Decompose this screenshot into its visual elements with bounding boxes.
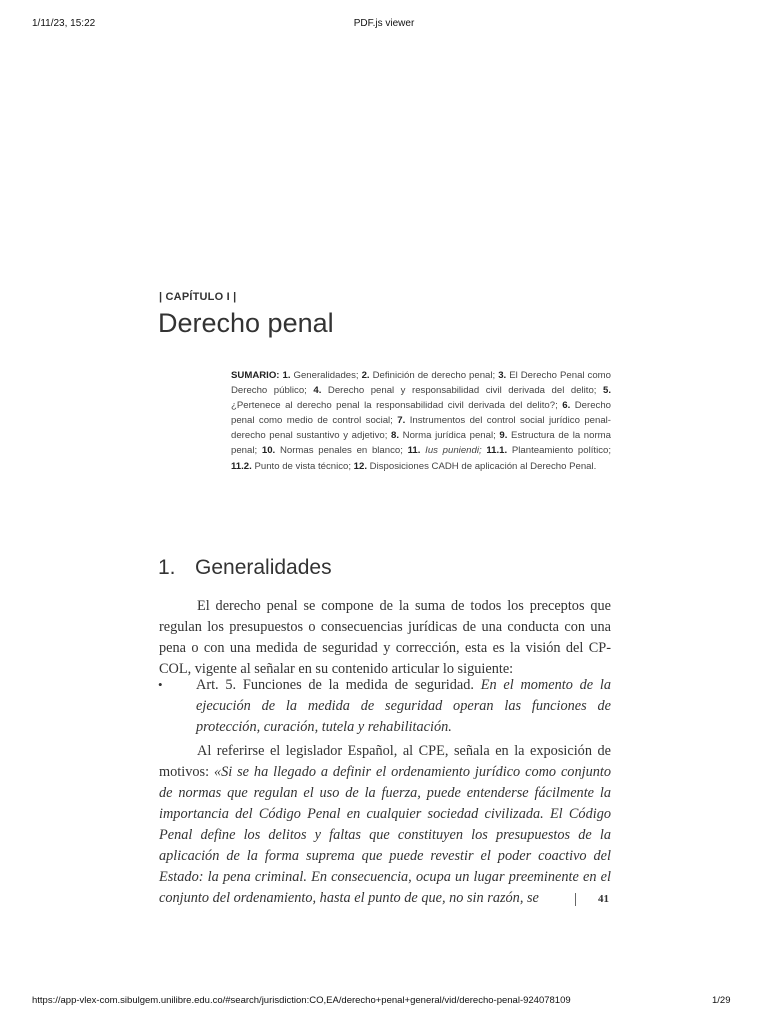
sumario-item-number: 11.2. xyxy=(231,460,252,472)
print-url: https://app-vlex-com.sibulgem.unilibre.edu.co/#search/jurisdiction:CO,EA/derecho+penal+general/vid/derecho-penal-924078109 xyxy=(32,995,571,1006)
sumario-item-text: Derecho penal y responsabilidad civil derivada del delito; xyxy=(321,385,603,397)
print-datetime: 1/11/23, 15:22 xyxy=(32,18,96,29)
sumario-item-text: Norma jurídica penal; xyxy=(399,430,500,442)
paragraph-2-lead: Al referirse el legislador Español, al CPE, señala en la exposición de motivos: xyxy=(159,743,611,780)
sumario-item-text: Ius puniendi; xyxy=(420,445,487,457)
sumario-item-text: Punto de vista técnico; xyxy=(251,460,354,472)
bullet-item xyxy=(196,675,611,738)
sumario-item-text: ¿Pertenece al derecho penal la responsabilidad civil derivada del delito?; xyxy=(231,400,563,412)
bullet-marker: • xyxy=(158,677,163,692)
sumario-item-text: Disposiciones CADH de aplicación al Derecho Penal. xyxy=(367,460,597,472)
sumario-item-number: 5. xyxy=(602,385,611,397)
sumario-items xyxy=(231,370,611,472)
sumario xyxy=(231,368,611,474)
sumario-item-text: El Derecho Penal como Derecho público; xyxy=(231,370,611,397)
section-number: 1. xyxy=(158,556,176,579)
sumario-item-text: Planteamiento político; xyxy=(507,445,611,457)
sumario-item-number: 6. xyxy=(562,400,571,412)
bullet-italic: En el momento de la ejecución de la medida de seguridad operan las funciones de protección, curación, tutela y rehabilitación. xyxy=(196,677,611,735)
sumario-item-number: 7. xyxy=(397,415,406,427)
bullet-lead: Art. 5. Funciones de la medida de seguridad. xyxy=(196,677,481,693)
sumario-item-number: 11.1. xyxy=(486,445,508,457)
sumario-item-number: 11. xyxy=(407,445,421,457)
paragraph-2-quote: «Si se ha llegado a definir el ordenamiento jurídico como conjunto de normas que regulan el uso de la fuerza, puede entenderse fácilmente la importancia del Código Penal en cualquier sociedad civilizada. El Código Penal define los delitos y faltas que constituyen los presupuestos de la aplicación de la forma suprema que puede revestir el poder coactivo del Estado: la pena criminal. En consecuencia, ocupa un lugar preeminente en el conjunto del ordenamiento, hasta el punto de que, no sin razón, se xyxy=(159,764,611,906)
print-page-count: 1/29 xyxy=(712,995,731,1006)
print-title: PDF.js viewer xyxy=(353,18,415,29)
paragraph-2 xyxy=(159,741,611,909)
sumario-item-text: Estructura de la norma penal; xyxy=(231,430,611,457)
chapter-title: Derecho penal xyxy=(158,308,334,338)
sumario-item-number: 9. xyxy=(499,430,508,442)
page-number: 41 xyxy=(598,893,609,905)
sumario-item-number: 4. xyxy=(313,385,322,397)
sumario-item-number: 12. xyxy=(353,460,368,472)
sumario-item-number: 10. xyxy=(261,445,276,457)
sumario-item-number: 3. xyxy=(498,370,507,381)
section-title: Generalidades xyxy=(195,556,332,579)
sumario-item-number: 1. xyxy=(282,370,291,381)
sumario-lead: SUMARIO: xyxy=(231,370,280,381)
chapter-label: | CAPÍTULO I | xyxy=(159,291,237,303)
sumario-item-number: 8. xyxy=(391,430,400,442)
page-number-separator xyxy=(575,893,576,906)
sumario-item-number: 2. xyxy=(361,370,370,381)
sumario-item-text: Definición de derecho penal; xyxy=(369,370,499,381)
sumario-item-text: Derecho penal como medio de control social; xyxy=(231,400,611,427)
paragraph-1: El derecho penal se compone de la suma de todos los preceptos que regulan los presupuestos o consecuencias jurídicas de una conducta con una pena o con una medida de seguridad y corrección, esta es la visión del CP-COL, vigente al señalar en su contenido articular lo siguiente: xyxy=(159,598,611,677)
sumario-item-text: Instrumentos del control social jurídico penal- derecho penal sustantivo y adjetivo; xyxy=(231,415,611,442)
sumario-item-text: Normas penales en blanco; xyxy=(275,445,408,457)
sumario-item-text: Generalidades; xyxy=(290,370,362,381)
